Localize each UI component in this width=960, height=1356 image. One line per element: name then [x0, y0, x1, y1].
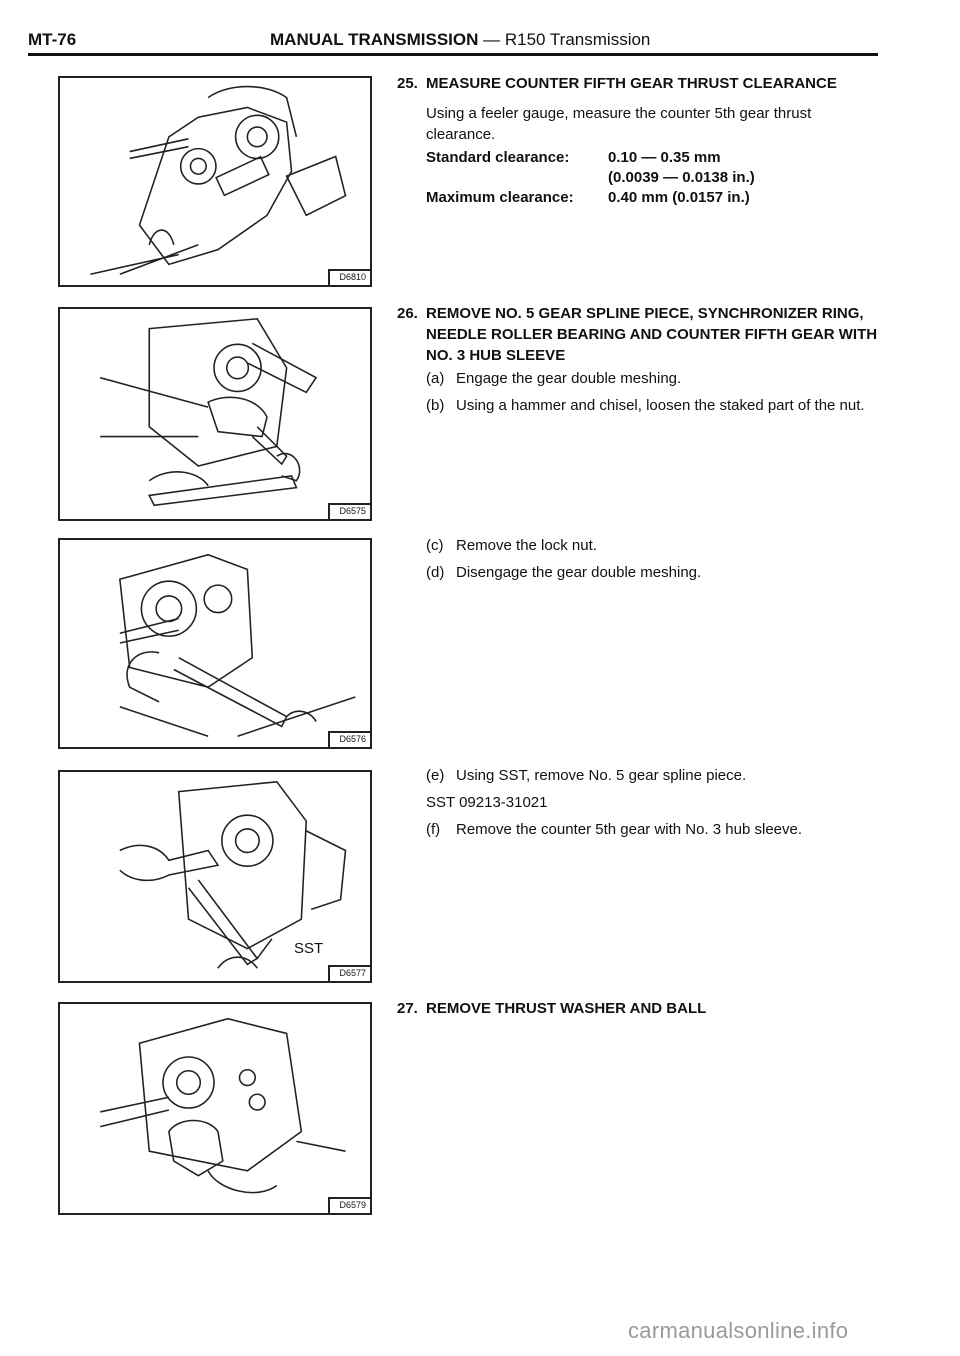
hammer-chisel-illustration [60, 309, 370, 519]
sst-illustration [60, 772, 370, 981]
substep-b [426, 395, 882, 416]
figure-code: D6579 [339, 1200, 366, 1210]
standard-clearance-value-inch: (0.0039 — 0.0138 in.) [608, 169, 755, 186]
substep-letter: (d) [426, 564, 445, 581]
substep-text: Remove the counter 5th gear with No. 3 hub sleeve. [456, 821, 803, 838]
substep-e [426, 765, 882, 786]
section-title: MANUAL TRANSMISSION [270, 30, 479, 49]
substep-c [426, 535, 882, 556]
watermark: carmanualsonline.info [628, 1318, 849, 1343]
substep-text: Remove the lock nut. [456, 537, 597, 554]
step-27 [397, 998, 882, 1019]
substep-letter: (e) [426, 767, 445, 784]
substep-letter: (c) [426, 537, 444, 554]
figure-thrust-clearance [58, 76, 372, 287]
step-25-text: Using a feeler gauge, measure the counter 5th gear thrust clearance. [426, 105, 812, 143]
figure-hammer-chisel [58, 307, 372, 521]
transmission-illustration [60, 78, 370, 285]
substep-f [426, 819, 882, 840]
substep-letter: (b) [426, 397, 445, 414]
substep-text: Disengage the gear double meshing. [456, 564, 702, 581]
maximum-clearance-label: Maximum clearance: [426, 189, 574, 206]
step-heading: REMOVE NO. 5 GEAR SPLINE PIECE, SYNCHRONIZER RING, NEEDLE ROLLER BEARING AND COUNTER FIFTH GEAR WITH NO. 3 HUB SLEEVE [426, 305, 878, 364]
figure-thrust-washer [58, 1002, 372, 1215]
step-number: 26. [397, 305, 418, 322]
lock-nut-illustration [60, 540, 370, 747]
clearance-spec [426, 148, 882, 208]
figure-code: D6810 [339, 272, 366, 282]
step-number: 25. [397, 75, 418, 92]
title-separator: — [478, 30, 505, 49]
step-number: 27. [397, 1000, 418, 1017]
substep-text: Using SST, remove No. 5 gear spline piece. [456, 767, 747, 784]
figure-lock-nut [58, 538, 372, 749]
substep-text: Engage the gear double meshing. [456, 370, 682, 387]
substep-letter: (f) [426, 821, 441, 838]
step-25 [397, 73, 882, 94]
substep-text: Using a hammer and chisel, loosen the staked part of the nut. [456, 397, 865, 414]
standard-clearance-value: 0.10 — 0.35 mm [608, 149, 721, 166]
figure-sst-spline [58, 770, 372, 983]
standard-clearance-label: Standard clearance: [426, 149, 570, 166]
substep-letter: (a) [426, 370, 445, 387]
figure-code: D6576 [339, 734, 366, 744]
substep-a [426, 368, 882, 389]
step-heading: REMOVE THRUST WASHER AND BALL [426, 1000, 707, 1017]
header-rule [28, 53, 878, 56]
thrust-washer-illustration [60, 1004, 370, 1213]
page-number: MT-76 [28, 30, 77, 49]
subsection-title: R150 Transmission [504, 30, 651, 49]
step-heading: MEASURE COUNTER FIFTH GEAR THRUST CLEARANCE [426, 75, 837, 92]
page-title [270, 30, 650, 50]
sst-label: SST [294, 940, 324, 957]
step-26 [397, 303, 882, 366]
sst-number: SST 09213-31021 [426, 794, 548, 811]
figure-code: D6577 [339, 968, 366, 978]
figure-code: D6575 [339, 506, 366, 516]
substep-d [426, 562, 882, 583]
maximum-clearance-value: 0.40 mm (0.0157 in.) [608, 189, 750, 206]
